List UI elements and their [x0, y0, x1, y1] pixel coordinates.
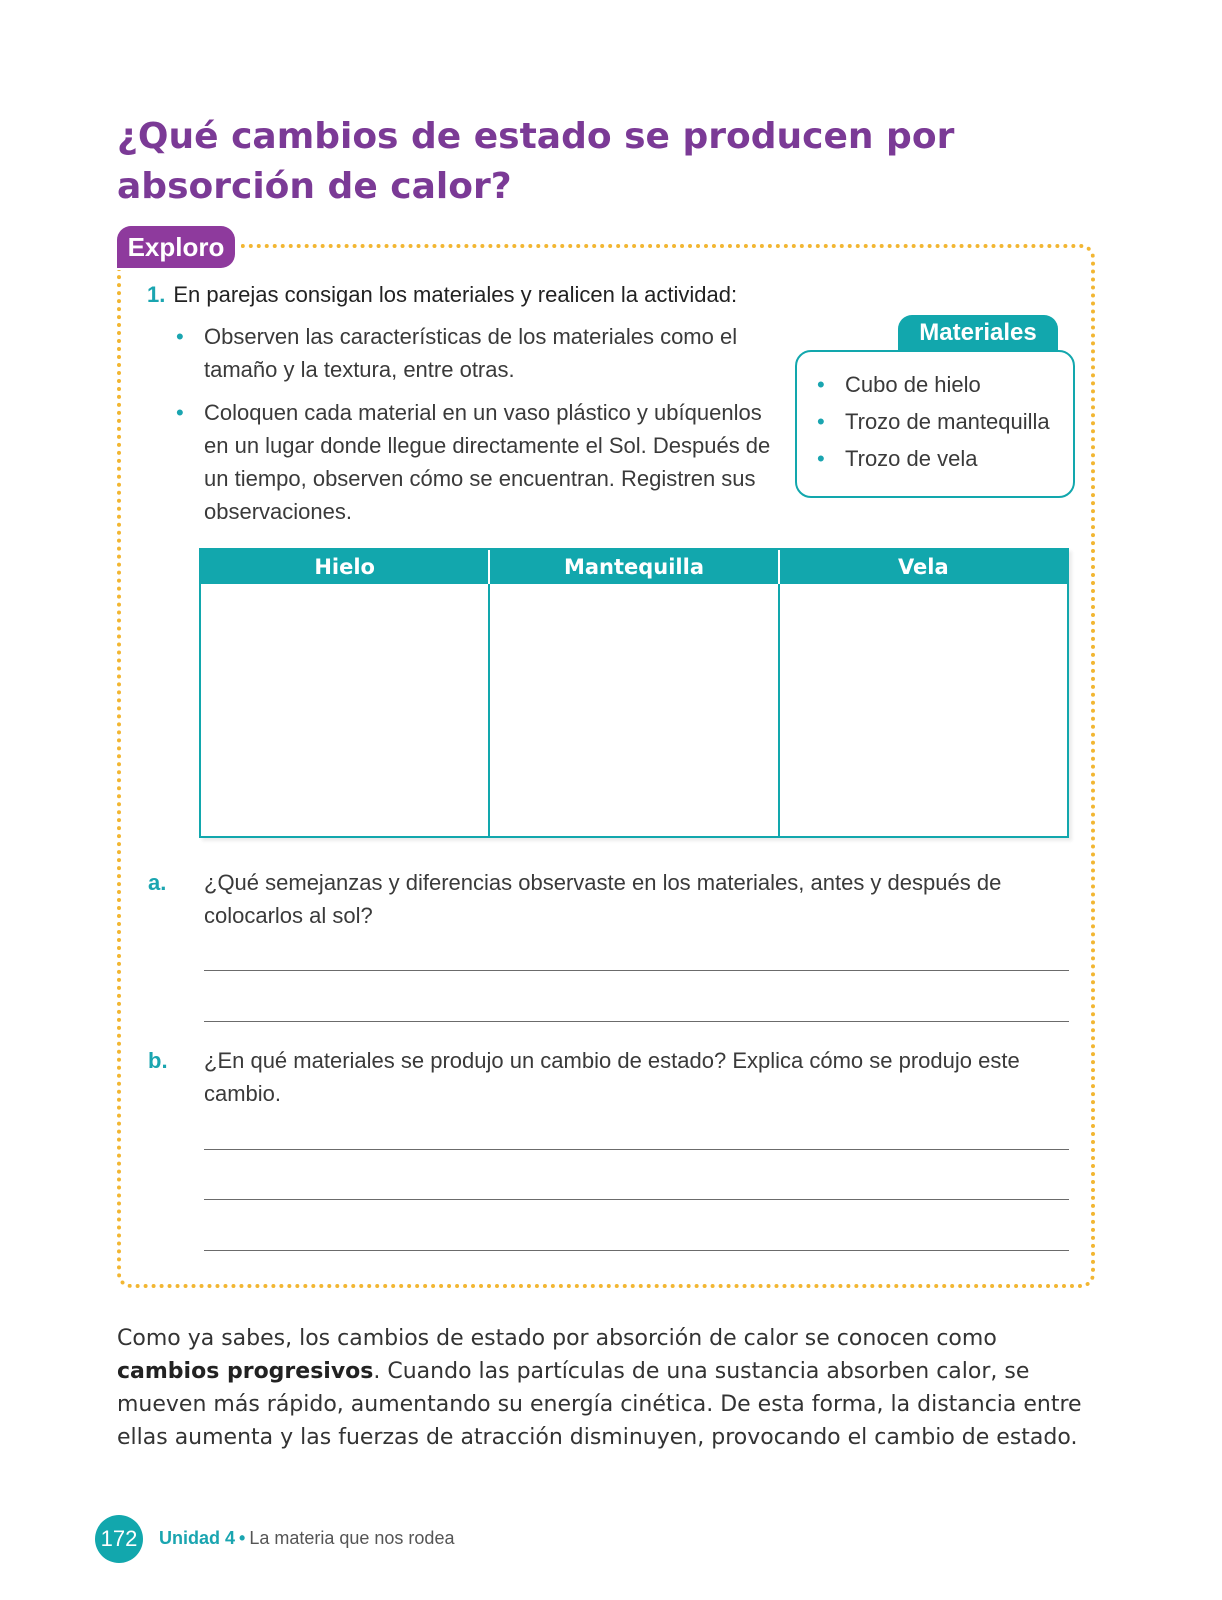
bullet-icon: •	[176, 324, 184, 349]
bullet-icon: •	[176, 400, 184, 425]
activity-number: 1.	[147, 282, 166, 307]
explanation-paragraph: Como ya sabes, los cambios de estado por absorción de calor se conocen como cambios progresivos. Cuando las partículas de una sustancia absorben calor, se mueven más rápido, aumentando su energía cinética. De esta forma, la distancia entre ellas aumenta y las fuerzas de atracción disminuyen, provocando el cambio de estado.	[117, 1326, 1082, 1450]
footer-separator: •	[239, 1528, 246, 1548]
table-cell-vela[interactable]	[780, 584, 1067, 836]
page-number: 172	[95, 1515, 143, 1563]
key-term: cambios progresivos	[117, 1359, 374, 1384]
table-column-mantequilla	[490, 550, 779, 836]
table-header: Hielo	[201, 550, 490, 584]
material-item: • Cubo de hielo	[817, 366, 1073, 403]
table-cell-mantequilla[interactable]	[490, 584, 777, 836]
question-text: ¿En qué materiales se produjo un cambio de estado? Explica cómo se produjo este cambio.	[204, 1048, 1020, 1106]
activity-bullets	[176, 320, 786, 386]
answer-line[interactable]	[204, 1250, 1069, 1251]
table-column-vela	[780, 550, 1067, 836]
answer-line[interactable]	[204, 1199, 1069, 1200]
activity-bullets-2	[176, 396, 786, 528]
question-letter: b.	[148, 1048, 168, 1073]
material-item: • Trozo de vela	[817, 440, 1073, 477]
table-column-hielo	[201, 550, 490, 836]
materials-box	[795, 350, 1075, 498]
table-header: Vela	[780, 550, 1067, 584]
observations-table	[199, 548, 1069, 838]
page-title: ¿Qué cambios de estado se producen por absorción de calor?	[117, 116, 955, 207]
bullet-icon: •	[817, 372, 825, 397]
question-text: ¿Qué semejanzas y diferencias observaste en los materiales, antes y después de colocarlos al sol?	[204, 870, 1002, 928]
materials-title: Materiales	[898, 315, 1058, 351]
unit-subtitle: La materia que nos rodea	[249, 1528, 455, 1548]
exploro-tab: Exploro	[117, 226, 235, 268]
bullet-icon: •	[817, 409, 825, 434]
answer-line[interactable]	[204, 1021, 1069, 1022]
list-item: • Observen las características de los materiales como el tamaño y la textura, entre otras.	[176, 320, 786, 386]
answer-line[interactable]	[204, 970, 1069, 971]
unit-label: Unidad 4	[159, 1528, 236, 1548]
page-footer	[159, 1528, 454, 1549]
activity-instruction	[147, 282, 1047, 308]
question-a	[148, 866, 1046, 932]
question-letter: a.	[148, 870, 167, 895]
question-b	[148, 1044, 1046, 1110]
material-item: • Trozo de mantequilla	[817, 403, 1073, 440]
list-item: • Coloquen cada material en un vaso plástico y ubíquenlos en un lugar donde llegue directamente el Sol. Después de un tiempo, observen cómo se encuentran. Registren sus observaciones.	[176, 396, 786, 528]
table-cell-hielo[interactable]	[201, 584, 488, 836]
bullet-icon: •	[817, 446, 825, 471]
table-header: Mantequilla	[490, 550, 779, 584]
activity-instruction-text: En parejas consigan los materiales y realicen la actividad:	[173, 282, 738, 307]
answer-line[interactable]	[204, 1149, 1069, 1150]
